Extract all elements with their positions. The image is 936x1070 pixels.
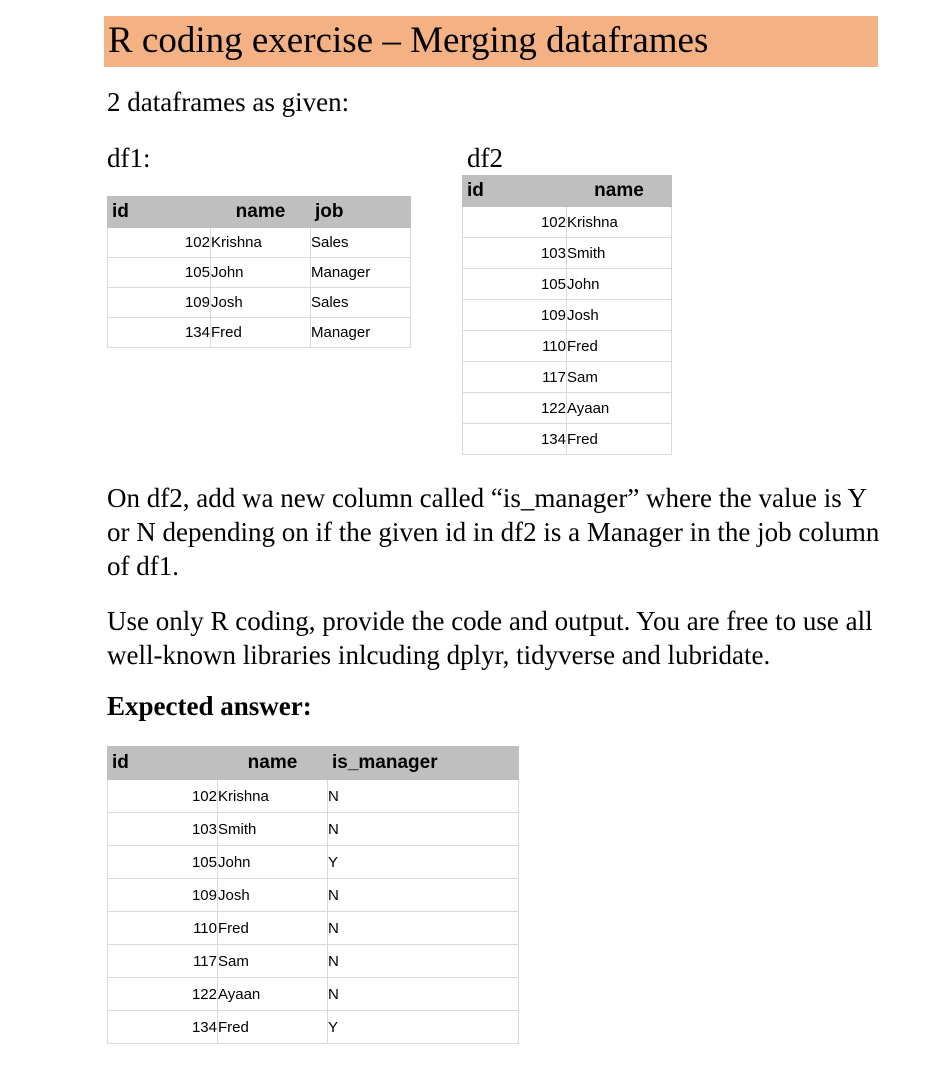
cell-name: Krishna [567, 207, 672, 238]
cell-name: Smith [218, 813, 328, 846]
table-row [108, 813, 519, 846]
column-header: job [311, 197, 411, 228]
cell-name: John [211, 258, 311, 288]
cell-is-manager: Y [328, 846, 519, 879]
cell-name: Fred [218, 912, 328, 945]
cell-id: 134 [108, 1011, 218, 1044]
cell-name: Smith [567, 238, 672, 269]
cell-id: 110 [463, 331, 567, 362]
table-row [108, 879, 519, 912]
cell-is-manager: N [328, 780, 519, 813]
table-header-row [108, 747, 519, 780]
cell-name: Sam [567, 362, 672, 393]
cell-name: John [218, 846, 328, 879]
table-row [463, 207, 672, 238]
cell-id: 102 [463, 207, 567, 238]
column-header: name [567, 176, 672, 207]
column-header: id [108, 197, 211, 228]
cell-name: Fred [211, 318, 311, 348]
table-row [108, 258, 411, 288]
cell-id: 105 [108, 258, 211, 288]
cell-job: Sales [311, 288, 411, 318]
cell-is-manager: N [328, 879, 519, 912]
table-row [108, 1011, 519, 1044]
cell-name: Krishna [218, 780, 328, 813]
table-row [463, 331, 672, 362]
cell-name: Josh [218, 879, 328, 912]
cell-id: 102 [108, 228, 211, 258]
cell-job: Manager [311, 318, 411, 348]
table-header-row [463, 176, 672, 207]
cell-id: 109 [463, 300, 567, 331]
table-row [463, 424, 672, 455]
table-row [108, 912, 519, 945]
cell-id: 122 [108, 978, 218, 1011]
table-row [463, 269, 672, 300]
page-title: R coding exercise – Merging dataframes [108, 20, 709, 61]
cell-name: Ayaan [567, 393, 672, 424]
cell-id: 117 [463, 362, 567, 393]
column-header: name [218, 747, 328, 780]
cell-is-manager: N [328, 978, 519, 1011]
cell-id: 134 [463, 424, 567, 455]
cell-is-manager: N [328, 912, 519, 945]
cell-id: 110 [108, 912, 218, 945]
expected-table [107, 746, 519, 1044]
cell-job: Manager [311, 258, 411, 288]
table-row [108, 318, 411, 348]
cell-id: 122 [463, 393, 567, 424]
cell-id: 134 [108, 318, 211, 348]
instruction-paragraph: On df2, add wa new column called “is_manager” where the value is Y or N depending on if the given id in df2 is a Manager in the job column of df1. [107, 483, 880, 581]
intro-text: 2 dataframes as given: [107, 87, 350, 117]
cell-is-manager: Y [328, 1011, 519, 1044]
cell-id: 109 [108, 288, 211, 318]
cell-is-manager: N [328, 813, 519, 846]
cell-name: Ayaan [218, 978, 328, 1011]
table-row [463, 300, 672, 331]
table-header-row [108, 197, 411, 228]
cell-id: 117 [108, 945, 218, 978]
df2-label: df2 [467, 143, 503, 173]
column-header: id [463, 176, 567, 207]
column-header: name [211, 197, 311, 228]
table-row [108, 945, 519, 978]
cell-job: Sales [311, 228, 411, 258]
table-row [108, 978, 519, 1011]
cell-name: Krishna [211, 228, 311, 258]
table-row [108, 846, 519, 879]
table-row [463, 362, 672, 393]
cell-id: 103 [463, 238, 567, 269]
table-row [108, 228, 411, 258]
cell-name: Sam [218, 945, 328, 978]
expected-answer-heading: Expected answer: [107, 691, 312, 721]
table-row [463, 238, 672, 269]
cell-name: John [567, 269, 672, 300]
df1-label: df1: [107, 143, 151, 173]
cell-id: 103 [108, 813, 218, 846]
cell-name: Josh [211, 288, 311, 318]
cell-name: Fred [567, 424, 672, 455]
cell-name: Fred [218, 1011, 328, 1044]
table-row [463, 393, 672, 424]
column-header: is_manager [328, 747, 519, 780]
instruction-paragraph: Use only R coding, provide the code and output. You are free to use all well-known libraries inlcuding dplyr, tidyverse and lubridate. [107, 606, 873, 670]
column-header: id [108, 747, 218, 780]
df1-table [107, 196, 411, 348]
cell-id: 109 [108, 879, 218, 912]
table-row [108, 288, 411, 318]
cell-name: Josh [567, 300, 672, 331]
cell-id: 102 [108, 780, 218, 813]
cell-id: 105 [108, 846, 218, 879]
cell-is-manager: N [328, 945, 519, 978]
df2-table [462, 175, 672, 455]
table-row [108, 780, 519, 813]
cell-name: Fred [567, 331, 672, 362]
cell-id: 105 [463, 269, 567, 300]
